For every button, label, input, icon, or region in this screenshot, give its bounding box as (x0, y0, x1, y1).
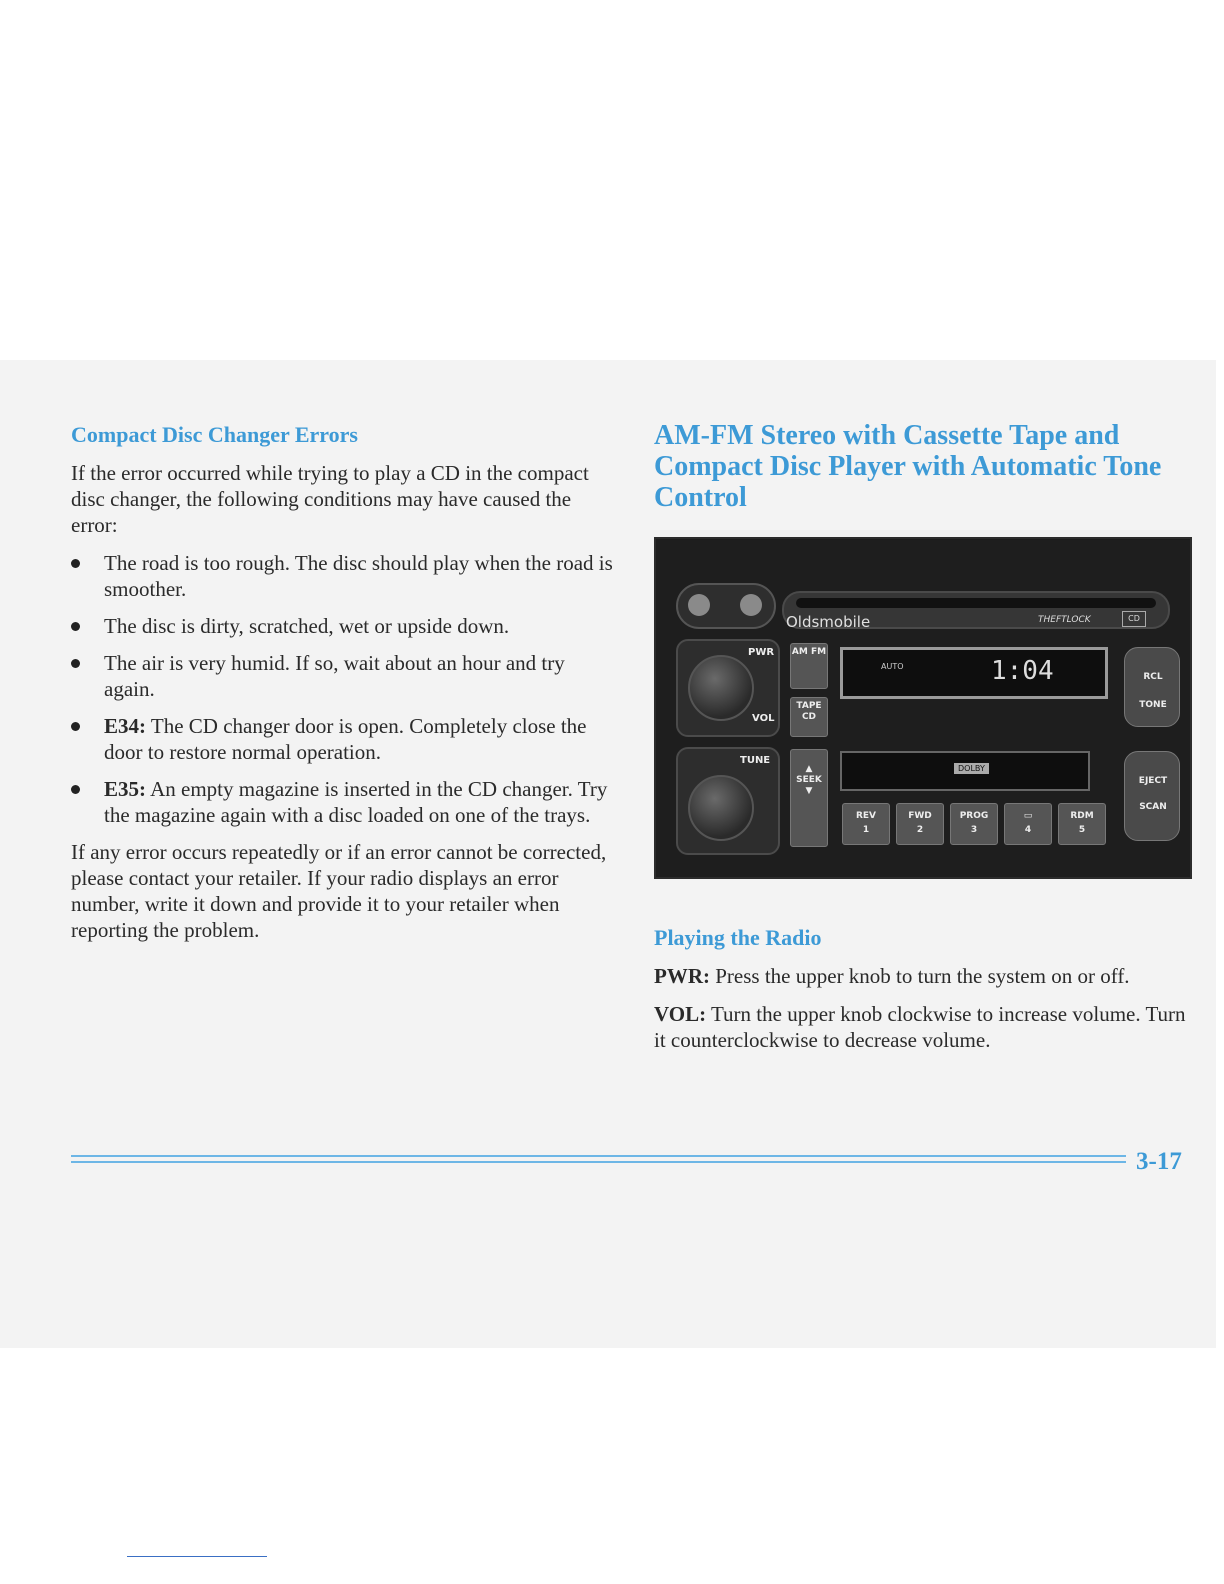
error-code-e34: E34: (104, 714, 146, 738)
upper-knob-panel (676, 639, 780, 737)
footer-line (127, 1556, 267, 1557)
preset-button-3: PROG 3 (950, 803, 998, 845)
pwr-label: PWR (748, 647, 775, 658)
error-code-e35: E35: (104, 777, 146, 801)
tape-cd-button: TAPE CD (790, 697, 828, 737)
rcl-button: RCL (1143, 672, 1163, 682)
am-fm-button: AM FM (790, 643, 828, 689)
list-item: E34: The CD changer door is open. Completely close the door to restore normal operation. (71, 713, 616, 765)
list-item: The road is too rough. The disc should play when the road is smoother. (71, 550, 616, 602)
small-knobs (676, 583, 776, 629)
left-column (71, 422, 616, 955)
section-heading-playing-radio: Playing the Radio (654, 925, 822, 950)
vol-label: VOL (752, 713, 775, 724)
bullet-icon (71, 785, 80, 794)
page-number: 3-17 (1136, 1148, 1182, 1175)
cassette-door (840, 751, 1090, 791)
list-item: E35: An empty magazine is inserted in the CD changer. Try the magazine again with a disc loaded on one of the trays. (71, 776, 616, 828)
list-item: The disc is dirty, scratched, wet or upside down. (71, 613, 616, 639)
intro-paragraph: If the error occurred while trying to play a CD in the compact disc changer, the following conditions may have caused the error: (71, 461, 589, 537)
section-heading-stereo: AM-FM Stereo with Cassette Tape and Compact Disc Player with Automatic Tone Control (654, 420, 1162, 513)
right-column (654, 420, 1199, 1065)
scan-button: SCAN (1139, 802, 1167, 812)
bullet-icon (71, 659, 80, 668)
tape-icon: ▭ (1023, 811, 1033, 821)
preset-button-1: REV 1 (842, 803, 890, 845)
error-list (71, 550, 616, 828)
bullet-icon (71, 622, 80, 631)
theftlock-label: THEFTLOCK (1038, 615, 1091, 625)
list-item: The air is very humid. If so, wait about an hour and try again. (71, 650, 616, 702)
radio-display (840, 647, 1108, 699)
upper-knob-icon (688, 655, 754, 721)
preset-button-5: RDM 5 (1058, 803, 1106, 845)
eject-button: EJECT (1138, 776, 1168, 786)
footer-rule (71, 1152, 1126, 1166)
fade-knob-icon (688, 594, 710, 616)
dolby-label: DOLBY (954, 763, 989, 774)
eject-scan-pill (1124, 751, 1180, 841)
seek-up-icon: ▲ (805, 764, 813, 774)
bullet-icon (71, 559, 80, 568)
section-heading-cd-errors: Compact Disc Changer Errors (71, 422, 358, 447)
vol-paragraph: VOL: Turn the upper knob clockwise to increase volume. Turn it counterclockwise to decrease volume. (654, 1002, 1186, 1052)
seek-button: ▲ SEEK ▼ (790, 749, 828, 847)
disc-logo-icon: CD (1122, 611, 1146, 627)
display-time: 1:04 (991, 656, 1054, 686)
treb-knob-icon (740, 594, 762, 616)
rcl-tone-pill (1124, 647, 1180, 727)
tune-label: TUNE (740, 755, 771, 766)
radio-faceplate-illustration (654, 537, 1192, 879)
lower-knob-icon (688, 775, 754, 841)
brand-label: Oldsmobile (786, 613, 871, 631)
pwr-paragraph: PWR: Press the upper knob to turn the system on or off. (654, 964, 1130, 988)
seek-down-icon: ▼ (805, 786, 813, 796)
bullet-icon (71, 722, 80, 731)
lower-knob-panel (676, 747, 780, 855)
tone-button: TONE (1139, 700, 1167, 710)
display-indicator: AUTO (881, 662, 904, 671)
preset-button-4: ▭ 4 (1004, 803, 1052, 845)
closing-paragraph: If any error occurs repeatedly or if an error cannot be corrected, please contact your retailer. If your radio displays an error number, write it down and provide it to your retailer when reporting the problem. (71, 840, 607, 942)
preset-button-2: FWD 2 (896, 803, 944, 845)
